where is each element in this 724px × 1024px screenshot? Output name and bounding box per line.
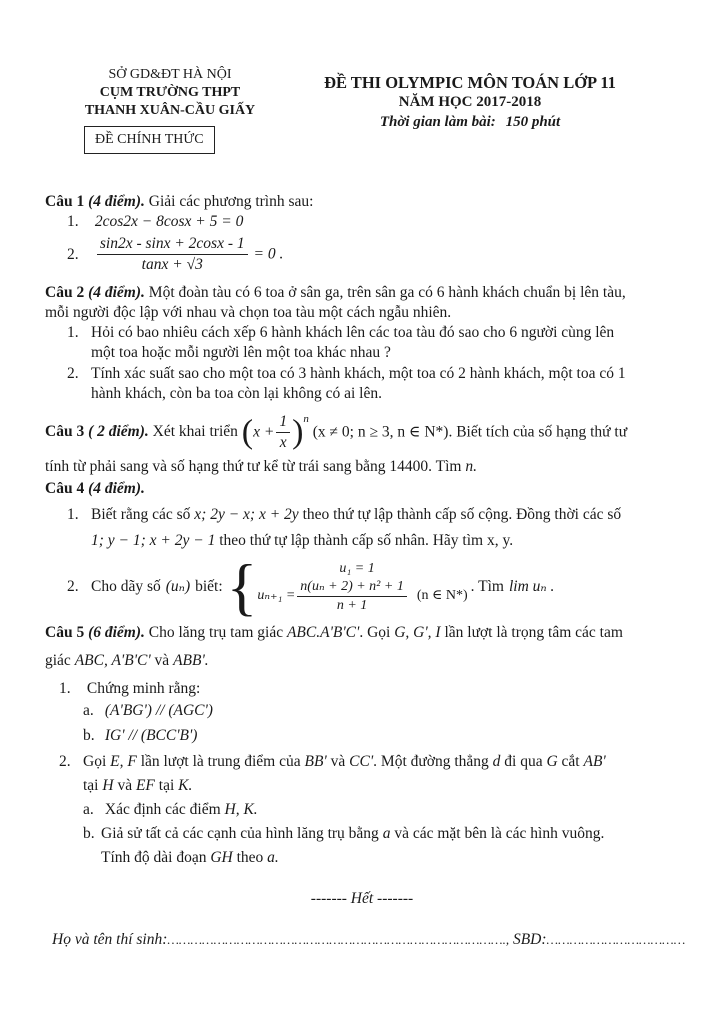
q3-line1 <box>45 412 705 453</box>
official-exam-box: ĐỀ CHÍNH THỨC <box>84 126 215 154</box>
q5-item2-k: K. <box>178 776 193 794</box>
q4-item2-text-c: . Tìm <box>470 578 504 596</box>
q4-sys-fraction <box>297 578 407 615</box>
q1-item-1 <box>45 212 695 232</box>
q5-sb-line2-a: Tính độ dài đoạn <box>101 849 207 867</box>
q4-points: (4 điểm). <box>88 480 145 497</box>
q5-item2-e: đi qua <box>504 752 543 770</box>
q4-header <box>45 479 705 499</box>
q5-sb-line2-b: theo <box>236 849 264 867</box>
q2-intro-line1: Một đoàn tàu có 6 toa ở sân ga, trên sân ga có 6 hành khách chuẩn bị lên tàu, <box>148 284 626 301</box>
q5-sb-line1-a: Giả sử tất cả các cạnh của hình lăng trụ bằng <box>101 825 379 843</box>
q5-label: Câu 5 <box>45 624 85 641</box>
q5-sb-line1 <box>101 824 604 844</box>
q5-item2-cc: CC' <box>349 752 374 770</box>
question-5 <box>45 623 705 868</box>
q4-item1-no: 1. <box>67 506 79 524</box>
q5-item2-ab: AB' <box>583 752 606 770</box>
q2-item1-line2: một toa hoặc mỗi người lên một toa khác nhau ? <box>91 344 391 362</box>
q4-item2-text-b: biết: <box>195 578 223 596</box>
q4-item-1 <box>45 505 705 551</box>
q5-item2-d: . Một đường thẳng <box>373 752 489 770</box>
q3-intro: Xét khai triển <box>152 423 238 441</box>
sbd-label: SBD: <box>512 931 547 948</box>
question-2 <box>45 283 695 404</box>
q3-frac-den: x <box>276 432 290 453</box>
q2-item2-no: 2. <box>67 364 79 382</box>
q2-item2-line1: Tính xác suất sao cho một toa có 3 hành khách, một toa có 2 hành khách, một toa có 1 <box>91 364 626 382</box>
q3-line2 <box>45 457 705 477</box>
q5-line1 <box>45 623 705 643</box>
q5-item2-bb: BB' <box>304 752 327 770</box>
q5-item1-b <box>45 726 705 746</box>
candidate-info-line <box>52 930 712 950</box>
q1-item2-rhs: = 0 . <box>253 245 284 263</box>
q5-b-math: IG' // (BCC'B') <box>104 726 198 744</box>
q1-item1-no: 1. <box>67 213 79 231</box>
q5-item2-dv: d <box>492 752 501 770</box>
q5-intro-points: G, G', I <box>394 624 441 641</box>
q1-header <box>45 192 695 212</box>
q5-item2-line2-a: tại <box>83 776 99 794</box>
time-label: Thời gian làm bài: <box>379 113 496 130</box>
q5-sb-line2 <box>101 848 604 868</box>
q4-item2-text-a: Cho dãy số <box>91 578 161 596</box>
q4-item2-lim: lim uₙ . <box>508 578 555 596</box>
q4-label: Câu 4 <box>45 480 85 497</box>
candidate-name-label: Họ và tên thí sinh: <box>52 931 168 948</box>
question-1 <box>45 192 695 276</box>
q3-close-paren: ) <box>292 413 304 451</box>
q5-item2-b <box>45 824 705 868</box>
q5-intro-c: lần lượt là trọng tâm các tam <box>444 624 623 641</box>
q3-expr-x: x + <box>253 423 275 441</box>
issuer-block <box>70 66 270 121</box>
q4-sys-cond: (n ∈ N*) <box>416 588 468 604</box>
q1-item1-eq: 2cos2x − 8cosx + 5 = 0 <box>94 213 244 231</box>
q4-sys-num: n(uₙ + 2) + n² + 1 <box>300 578 404 594</box>
q1-item-2 <box>45 234 695 275</box>
q3-line2-text: tính từ phải sang và số hạng thứ tư kể từ trái sang bằng 14400. Tìm <box>45 458 462 476</box>
q2-points: (4 điểm). <box>88 284 145 301</box>
q5-sb-var: a <box>382 825 391 843</box>
q2-item1-line1: Hỏi có bao nhiêu cách xếp 6 hành khách lên các toa tàu đó sao cho 6 người cùng lên <box>91 324 615 342</box>
q5-item1-no: 1. <box>59 680 71 698</box>
q4-sys-lhs: uₙ₊₁ = <box>257 588 296 604</box>
q5-item2-ef: E, F <box>110 752 137 770</box>
q1-label: Câu 1 <box>45 193 85 210</box>
q1-intro: Giải các phương trình sau: <box>148 193 314 210</box>
q5-sa-text: Xác định các điểm <box>104 800 221 818</box>
q3-open-paren: ( <box>241 413 254 451</box>
q2-label: Câu 2 <box>45 284 85 301</box>
q4-item1-text-b: theo thứ tự lập thành cấp số cộng. Đồng thời các số <box>302 506 622 524</box>
q5-item2-g: G <box>546 752 558 770</box>
q2-item-1 <box>45 323 695 363</box>
q5-line2-a: giác <box>45 652 71 670</box>
q4-item-2 <box>45 551 705 623</box>
q5-item2-b: lần lượt là trung điểm của <box>140 752 301 770</box>
q5-item2-line2-b: và <box>117 776 133 794</box>
q3-fraction <box>276 412 290 453</box>
q1-item2-denominator: tanx + √3 <box>97 254 248 275</box>
q5-item2-no: 2. <box>59 752 71 770</box>
question-3 <box>45 412 705 477</box>
q5-sb-label: b. <box>83 825 95 843</box>
q5-item2-line2 <box>83 776 606 796</box>
candidate-name-dots: ……………………………………………………………………………., <box>167 932 510 947</box>
q3-frac-num: 1 <box>279 413 288 430</box>
q5-line2-math: ABC, A'B'C' <box>74 652 151 670</box>
q5-intro-b: . Gọi <box>359 624 391 641</box>
q5-a-math: (A'BG') // (AGC') <box>104 702 213 720</box>
q3-line2-var: n. <box>465 458 477 476</box>
q5-item2-line2-c: tại <box>158 776 175 794</box>
q5-points: (6 điểm). <box>88 624 145 641</box>
q2-header <box>45 283 695 303</box>
sbd-dots: ……………………………… <box>546 932 686 947</box>
q4-item1-text-c: theo thứ tự lập thành cấp số nhân. Hãy tìm x, y. <box>219 532 514 550</box>
exam-title: ĐỀ THI OLYMPIC MÔN TOÁN LỚP 11 <box>324 73 616 92</box>
q5-b-label: b. <box>83 726 95 744</box>
q4-item2-seq: (uₙ) <box>165 578 191 596</box>
q5-line2 <box>45 651 705 671</box>
question-4 <box>45 479 705 623</box>
q5-sb-a: a. <box>267 849 279 867</box>
q2-item-2 <box>45 364 695 404</box>
q5-sa-math: H, K. <box>224 800 258 818</box>
q5-item1-a <box>45 701 705 721</box>
q5-item2-c: và <box>330 752 346 770</box>
issuer-dept: SỞ GD&ĐT HÀ NỘI <box>108 67 232 82</box>
q4-system-brace: { <box>226 551 258 623</box>
exam-title-block <box>300 72 640 132</box>
q4-sys-line1: u₁ = 1 <box>339 560 375 576</box>
q5-item1-text: Chứng minh rằng: <box>86 680 201 698</box>
q5-item2-a: Gọi <box>83 752 107 770</box>
q4-item2-no: 2. <box>67 578 79 596</box>
time-value: 150 phút <box>505 113 561 130</box>
q4-sys-den: n + 1 <box>297 596 407 615</box>
q5-line2-b: và <box>154 652 170 670</box>
q5-item-1 <box>45 679 705 699</box>
q5-item2-line1 <box>83 752 606 772</box>
q4-system <box>257 560 467 616</box>
q5-intro-math: ABC.A'B'C' <box>286 624 360 641</box>
q5-line2-math2: ABB'. <box>173 652 209 670</box>
q2-item2-line2: hành khách, còn ba toa còn lại không có ai lên. <box>91 384 382 402</box>
q3-points: ( 2 điểm). <box>88 423 149 441</box>
exam-time <box>300 113 640 133</box>
q5-item2-a <box>45 800 705 820</box>
q3-text-after: Biết tích của số hạng thứ tư <box>456 423 628 441</box>
q4-item1-line1 <box>91 505 621 525</box>
q2-intro-line2: mỗi người độc lập với nhau và chọn toa tàu một cách ngẫu nhiên. <box>45 304 452 322</box>
q3-label: Câu 3 <box>45 423 85 441</box>
q1-item2-no: 2. <box>67 245 79 263</box>
issuer-cluster: CỤM TRƯỜNG THPT <box>99 85 241 101</box>
q5-item2-h: H <box>102 776 114 794</box>
issuer-schools: THANH XUÂN-CẦU GIẤY <box>84 103 256 119</box>
q4-item1-math-b: 1; y − 1; x + 2y − 1 <box>91 532 216 550</box>
q2-item1-no: 1. <box>67 324 79 342</box>
q4-sys-line2 <box>257 578 467 615</box>
q5-item2-f: cắt <box>561 752 580 770</box>
q1-item2-fraction <box>97 234 248 275</box>
q4-item1-math-a: x; 2y − x; x + 2y <box>194 506 299 524</box>
q1-item2-numerator: sin2x - sinx + 2cosx - 1 <box>99 235 245 253</box>
q5-a-label: a. <box>83 702 94 720</box>
exam-year: NĂM HỌC 2017-2018 <box>398 94 542 111</box>
end-mark: ------- Hết ------- <box>310 890 414 907</box>
q5-sa-label: a. <box>83 800 94 818</box>
q5-sb-gh: GH <box>210 849 233 867</box>
q3-power: n <box>303 413 309 425</box>
q4-item1-line2 <box>91 531 621 551</box>
q5-item-2 <box>45 752 705 796</box>
q5-sb-line1-b: và các mặt bên là các hình vuông. <box>394 825 605 843</box>
q5-intro-a: Cho lăng trụ tam giác <box>148 624 284 641</box>
q4-item1-text-a: Biết rằng các số <box>91 506 191 524</box>
q3-condition: (x ≠ 0; n ≥ 3, n ∈ N*). <box>312 423 453 441</box>
q1-points: (4 điểm). <box>88 193 145 210</box>
q5-item2-ef2: EF <box>135 776 155 794</box>
